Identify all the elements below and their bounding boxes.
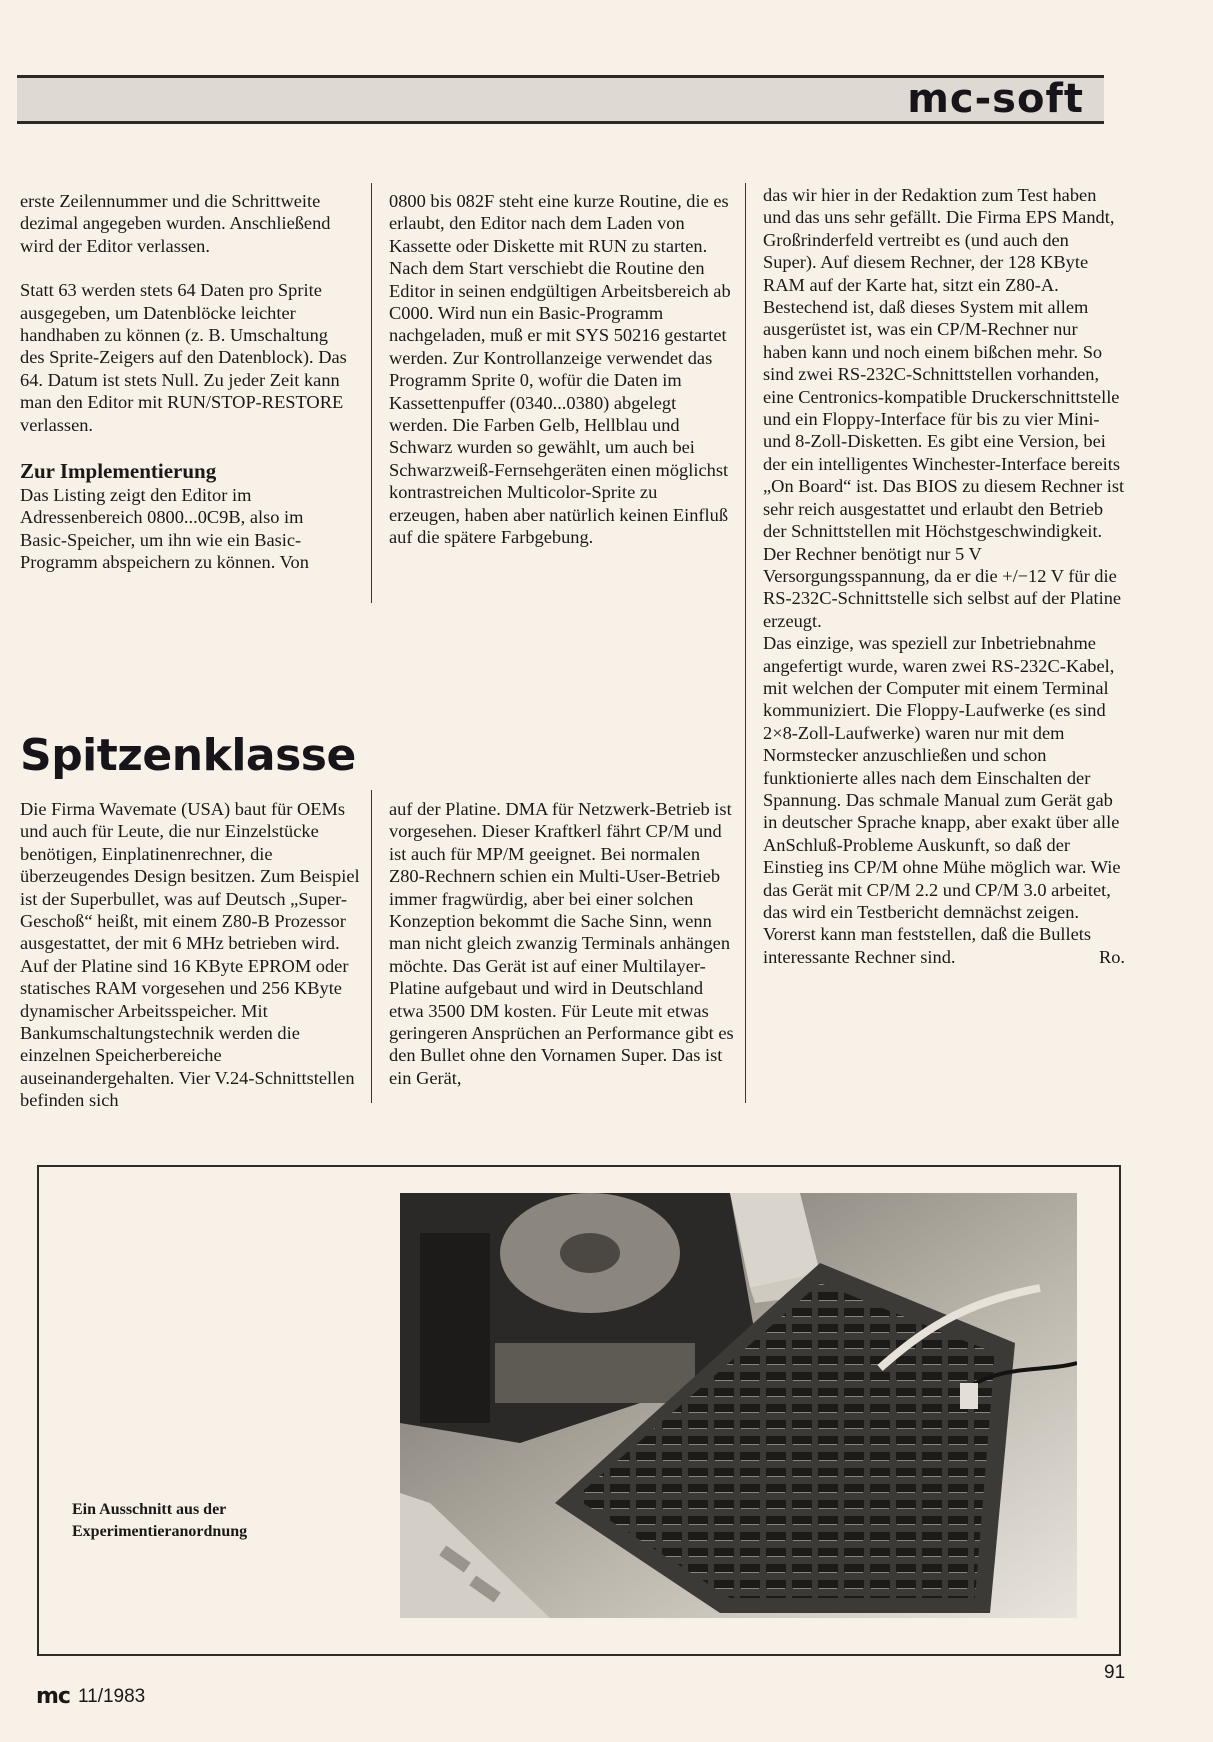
photo-illustration: [400, 1193, 1077, 1618]
column-divider: [745, 183, 746, 1103]
upper-column-2: [389, 190, 731, 549]
section-logo: mc-soft: [907, 76, 1084, 122]
circuit-board-photo: [400, 1193, 1077, 1618]
subheading: Zur Implementierung: [20, 459, 217, 484]
section-header-band: [17, 75, 1104, 124]
paragraph: auf der Platine. DMA für Netzwerk-Betrieb ist vorgesehen. Dieser Kraftkerl fährt CP/M und ist auch für MP/M geeignet. Bei normalen Z80-Rechnern schien ein Multi-User-Betrieb immer fragwürdig, aber bei einer solchen Konzeption bekommt die Sache Sinn, wenn man nicht gleich zwanzig Terminals anhängen möchte. Das Gerät ist auf einer Multilayer-Platine aufgebaut und wird in Deutschland etwa 3500 DM kosten. Für Leute mit etwas geringeren Ansprüchen an Performance gibt es den Bullet ohne den Vornamen Super. Das ist ein Gerät,: [389, 799, 734, 1088]
article-column-1: [20, 798, 368, 1112]
figure-caption: Ein Ausschnitt aus der Experimentieranordnung: [72, 1501, 248, 1540]
closing-paragraph: [763, 632, 1125, 968]
magazine-logo: mc: [36, 1684, 70, 1709]
paragraph: Statt 63 werden stets 64 Daten pro Sprite ausgegeben, um Datenblöcke leichter handhaben zu können (z. B. Umschaltung des Sprite-Zeigers auf den Datenblock). Das 64. Datum ist stets Null. Zu jeder Zeit kann man den Editor mit RUN/STOP-RESTORE verlassen.: [20, 280, 347, 435]
author-initials: Ro.: [1098, 947, 1125, 968]
paragraph: erste Zeilennummer und die Schrittweite dezimal angegeben wurden. Anschließend wird der Editor verlassen.: [20, 191, 331, 256]
paragraph: das wir hier in der Redaktion zum Test haben und das uns sehr gefällt. Die Firma EPS Mandt, Großrinderfeld vertreibt es (und auch den Super). Auf diesem Rechner, der 128 KByte RAM auf der Karte hat, sitzt ein Z80-A. Bestechend ist, daß dieses System mit allem ausgerüstet ist, was ein CP/M-Rechner nur haben kann und noch einem bißchen mehr. So sind zwei RS-232C-Schnittstellen vorhanden, eine Centronics-kompatible Druckerschnittstelle und ein Floppy-Interface für bis zu vier Mini- und 8-Zoll-Disketten. Es gibt eine Version, bei der ein intelligentes Winchester-Interface bereits „On Board“ ist. Das BIOS zu diesem Rechner ist sehr reich ausgestattet und erlaubt den Betrieb der Schnittstellen mit Höchstgeschwindigkeit. Der Rechner benötigt nur 5 V Versorgungsspannung, da er die +/−12 V für die RS-232C-Schnittstelle sich selbst auf der Platine erzeugt.: [763, 185, 1125, 631]
paragraph: Das einzige, was speziell zur Inbetriebnahme angefertigt wurde, waren zwei RS-232C-Kabel, mit welchen der Computer mit einem Terminal kommuniziert. Die Floppy-Laufwerke (es sind 2×8-Zoll-Laufwerke) waren nur mit dem Normstecker anzuschließen und schon funktionierte alles nach dem Einschalten der Spannung. Das schmale Manual zum Gerät gab in deutscher Sprache knapp, aber exakt über alle AnSchluß-Probleme Auskunft, so daß der Einstieg ins CP/M ohne Mühe möglich war. Wie das Gerät mit CP/M 2.2 und CP/M 3.0 arbeitet, das wird ein Testbericht demnächst zeigen. Vorerst kann man feststellen, daß die Bullets interessante Rechner sind.: [763, 633, 1121, 967]
column-divider: [371, 790, 372, 1103]
article-column-2: [389, 798, 734, 1089]
article-headline: Spitzenklasse: [20, 730, 356, 781]
footer-issue: [36, 1684, 145, 1709]
article-column-3: [763, 184, 1125, 969]
issue-number: 11/1983: [77, 1685, 146, 1707]
paragraph: 0800 bis 082F steht eine kurze Routine, die es erlaubt, den Editor nach dem Laden von Kassette oder Diskette mit RUN zu starten. Nach dem Start verschiebt die Routine den Editor in seinen endgültigen Arbeitsbereich ab C000. Wird nun ein Basic-Programm nachgeladen, muß er mit SYS 50216 gestartet werden. Zur Kontrollanzeige verwendet das Programm Sprite 0, wofür die Daten im Kassettenpuffer (0340...0380) abgelegt werden. Die Farben Gelb, Hellblau und Schwarz wurden so gewählt, um auch bei Schwarzweiß-Fernsehgeräten einen möglichst kontrastreichen Multicolor-Sprite zu erzeugen, haben aber natürlich keinen Einfluß auf die spätere Farbgebung.: [389, 191, 731, 548]
figure-frame: [37, 1165, 1121, 1656]
paragraph: Das Listing zeigt den Editor im Adressenbereich 0800...0C9B, also im Basic-Speicher, um ihn wie ein Basic-Programm abspeichern zu können. Von: [20, 485, 309, 573]
paragraph: Die Firma Wavemate (USA) baut für OEMs und auch für Leute, die nur Einzelstücke benötigen, Einplatinenrechner, die überzeugendes Design besitzen. Zum Beispiel ist der Superbullet, was auf Deutsch „Super-Geschoß“ heißt, mit einem Z80-B Prozessor ausgestattet, der mit 6 MHz betrieben wird. Auf der Platine sind 16 KByte EPROM oder statisches RAM vorgesehen und 256 KByte dynamischer Arbeitsspeicher. Mit Bankumschaltungstechnik werden die einzelnen Speicherbereiche auseinandergehalten. Vier V.24-Schnittstellen befinden sich: [20, 799, 360, 1111]
column-divider: [371, 183, 372, 603]
upper-column-1: [20, 190, 355, 574]
page-number: 91: [1104, 1662, 1126, 1683]
